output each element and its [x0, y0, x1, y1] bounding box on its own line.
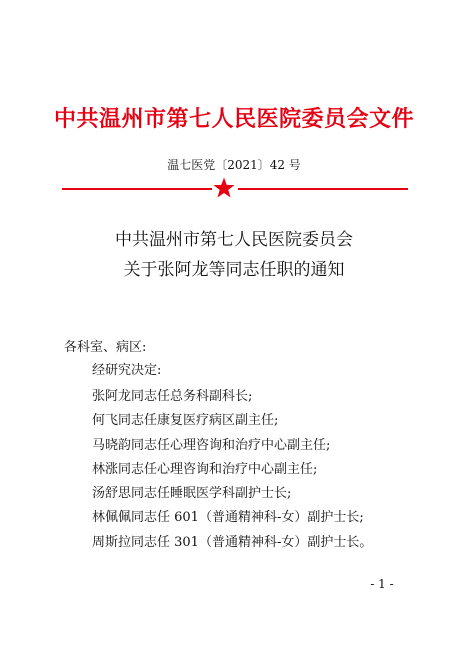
document-header: 中共温州市第七人民医院委员会文件 [53, 106, 414, 132]
header-rule-left [62, 188, 212, 190]
appointment-item: 何飞同志任康复医疗病区副主任; [92, 413, 279, 429]
appointment-item: 汤舒思同志任睡眠医学科副护士长; [92, 486, 292, 502]
appointment-item: 马晓韵同志任心理咨询和治疗中心副主任; [92, 437, 331, 453]
intro-text: 经研究决定: [92, 363, 162, 378]
notice-title-line-2: 关于张阿龙等同志任职的通知 [123, 260, 345, 280]
red-star-icon [212, 176, 236, 200]
appointment-item: 林涨同志任心理咨询和治疗中心副主任; [92, 461, 318, 477]
header-rule-right [238, 188, 408, 190]
salutation: 各科室、病区: [64, 340, 147, 355]
appointment-item: 周斯拉同志任 301（普通精神科-女）副护士长。 [92, 534, 373, 550]
appointment-item: 林佩佩同志任 601（普通精神科-女）副护士长; [92, 510, 364, 526]
appointment-list [92, 388, 372, 558]
notice-title-line-1: 中共温州市第七人民医院委员会 [115, 230, 353, 250]
page-number: - 1 - [370, 577, 394, 591]
document-number: 温七医党〔2021〕42 号 [167, 158, 301, 172]
appointment-item: 张阿龙同志任总务科副科长; [92, 389, 253, 404]
